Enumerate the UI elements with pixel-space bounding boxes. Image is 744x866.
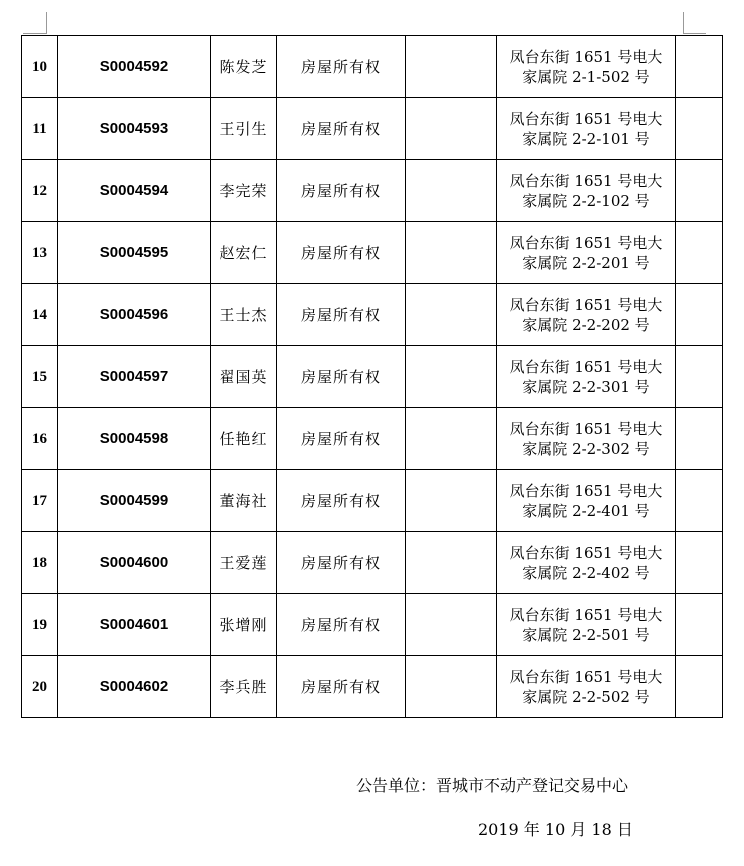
address-line-1: 凤台东街 1651 号电大 [509,295,663,314]
note-cell [406,346,497,408]
address-cell [497,284,676,346]
margin-mark-left-h [23,33,46,34]
right-type: 房屋所有权 [277,594,406,656]
extra-cell [676,222,723,284]
table-row [22,222,723,284]
note-cell [406,98,497,160]
address-cell [497,656,676,718]
row-number: 20 [22,656,58,718]
right-type: 房屋所有权 [277,284,406,346]
owner-name: 李兵胜 [211,656,277,718]
certificate-code: S0004596 [58,284,211,346]
owner-name: 张增刚 [211,594,277,656]
table-row [22,346,723,408]
note-cell [406,284,497,346]
address-cell [497,532,676,594]
right-type: 房屋所有权 [277,532,406,594]
right-type: 房屋所有权 [277,222,406,284]
table-row [22,656,723,718]
address-line-1: 凤台东街 1651 号电大 [509,605,663,624]
right-type: 房屋所有权 [277,160,406,222]
note-cell [406,36,497,98]
address-line-2: 家属院 2-2-202 号 [522,315,650,334]
address-cell [497,408,676,470]
address-line-1: 凤台东街 1651 号电大 [509,109,663,128]
address-line-2: 家属院 2-2-201 号 [522,253,650,272]
row-number: 10 [22,36,58,98]
extra-cell [676,36,723,98]
certificate-code: S0004595 [58,222,211,284]
certificate-code: S0004592 [58,36,211,98]
address-cell [497,470,676,532]
row-number: 11 [22,98,58,160]
owner-name: 翟国英 [211,346,277,408]
note-cell [406,532,497,594]
address-line-2: 家属院 2-1-502 号 [522,67,650,86]
table-row [22,160,723,222]
owner-name: 王引生 [211,98,277,160]
address-line-2: 家属院 2-2-301 号 [522,377,650,396]
address-line-2: 家属院 2-2-302 号 [522,439,650,458]
address-cell [497,346,676,408]
note-cell [406,656,497,718]
row-number: 16 [22,408,58,470]
address-line-1: 凤台东街 1651 号电大 [509,481,663,500]
right-type: 房屋所有权 [277,346,406,408]
address-line-1: 凤台东街 1651 号电大 [509,543,663,562]
address-cell [497,222,676,284]
address-line-1: 凤台东街 1651 号电大 [509,419,663,438]
extra-cell [676,594,723,656]
table-row [22,532,723,594]
note-cell [406,594,497,656]
owner-name: 任艳红 [211,408,277,470]
address-line-1: 凤台东街 1651 号电大 [509,171,663,190]
address-line-2: 家属院 2-2-102 号 [522,191,650,210]
note-cell [406,160,497,222]
table-row [22,470,723,532]
row-number: 13 [22,222,58,284]
row-number: 19 [22,594,58,656]
row-number: 18 [22,532,58,594]
owner-name: 陈发芝 [211,36,277,98]
address-line-2: 家属院 2-2-501 号 [522,625,650,644]
address-line-2: 家属院 2-2-502 号 [522,687,650,706]
table-row [22,98,723,160]
note-cell [406,222,497,284]
table-row [22,594,723,656]
owner-name: 李完荣 [211,160,277,222]
extra-cell [676,408,723,470]
owner-name: 赵宏仁 [211,222,277,284]
right-type: 房屋所有权 [277,408,406,470]
address-line-1: 凤台东街 1651 号电大 [509,667,663,686]
certificate-code: S0004602 [58,656,211,718]
extra-cell [676,656,723,718]
note-cell [406,408,497,470]
right-type: 房屋所有权 [277,36,406,98]
announcement-date: 2019 年 10 月 18 日 [478,820,633,839]
table-row [22,36,723,98]
certificate-code: S0004593 [58,98,211,160]
margin-mark-left [46,12,47,34]
table-row [22,284,723,346]
registration-table [21,35,723,718]
owner-name: 王士杰 [211,284,277,346]
certificate-code: S0004601 [58,594,211,656]
address-cell [497,160,676,222]
address-cell [497,98,676,160]
owner-name: 董海社 [211,470,277,532]
certificate-code: S0004597 [58,346,211,408]
extra-cell [676,346,723,408]
address-line-2: 家属院 2-2-402 号 [522,563,650,582]
row-number: 15 [22,346,58,408]
row-number: 14 [22,284,58,346]
announcing-unit: 公告单位：晋城市不动产登记交易中心 [356,776,629,795]
certificate-code: S0004594 [58,160,211,222]
address-cell [497,36,676,98]
extra-cell [676,284,723,346]
row-number: 17 [22,470,58,532]
extra-cell [676,98,723,160]
owner-name: 王爱莲 [211,532,277,594]
table-row [22,408,723,470]
right-type: 房屋所有权 [277,656,406,718]
note-cell [406,470,497,532]
address-line-2: 家属院 2-2-401 号 [522,501,650,520]
certificate-code: S0004598 [58,408,211,470]
address-line-1: 凤台东街 1651 号电大 [509,357,663,376]
extra-cell [676,532,723,594]
right-type: 房屋所有权 [277,98,406,160]
address-line-1: 凤台东街 1651 号电大 [509,47,663,66]
extra-cell [676,470,723,532]
right-type: 房屋所有权 [277,470,406,532]
margin-mark-right-h [684,33,706,34]
row-number: 12 [22,160,58,222]
margin-mark-right [683,12,684,34]
certificate-code: S0004600 [58,532,211,594]
certificate-code: S0004599 [58,470,211,532]
address-line-2: 家属院 2-2-101 号 [522,129,650,148]
address-cell [497,594,676,656]
extra-cell [676,160,723,222]
address-line-1: 凤台东街 1651 号电大 [509,233,663,252]
